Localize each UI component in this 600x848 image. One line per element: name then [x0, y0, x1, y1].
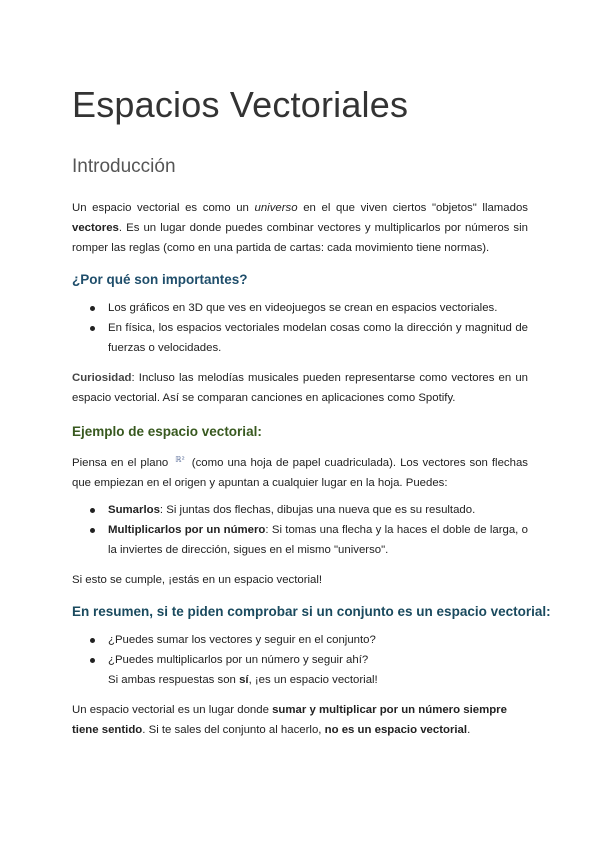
- intro-emphasis: universo: [254, 202, 298, 214]
- intro-paragraph: [72, 198, 528, 258]
- final-text-c: . Si te sales del conjunto al hacerlo,: [142, 724, 325, 736]
- resumen-answer-c: , ¡es un espacio vectorial!: [248, 674, 378, 686]
- section-heading-introduccion: Introducción: [72, 156, 176, 177]
- list-item-text: Los gráficos en 3D que ves en videojuegos se crean en espacios vectoriales.: [108, 302, 498, 314]
- resumen-answer-bold: sí: [239, 674, 249, 686]
- resumen-list: [72, 630, 528, 690]
- ejemplo-paragraph: [72, 450, 528, 493]
- list-item: [72, 500, 528, 520]
- list-item-text: En física, los espacios vectoriales modelan cosas como la dirección y magnitud de fuerzas o velocidades.: [108, 322, 528, 354]
- intro-text-3: . Es un lugar donde puedes combinar vectores y multiplicarlos por números sin romper las reglas (como en una partida de cartas: cada movimiento tiene normas).: [72, 222, 528, 254]
- curiosidad-text: : Incluso las melodías musicales pueden representarse como vectores en un espacio vectorial. Así se comparan canciones en aplicaciones como Spotify.: [72, 372, 528, 404]
- heading-resumen: En resumen, si te piden comprobar si un conjunto es un espacio vectorial:: [72, 604, 551, 619]
- final-text-a: Un espacio vectorial es un lugar donde: [72, 704, 273, 716]
- list-item-text: : Si tomas una flecha y la haces el doble de larga, o la inviertes de dirección, sigues en el mismo "universo".: [108, 524, 528, 556]
- list-item-bold: Multiplicarlos por un número: [108, 524, 266, 536]
- final-bold-1: sumar y multiplicar por un número siempre tiene sentido: [72, 704, 507, 736]
- intro-text-1: Un espacio vectorial es como un: [72, 202, 255, 214]
- page-title: Espacios Vectoriales: [72, 84, 409, 125]
- importantes-list: [72, 298, 528, 358]
- list-item-text: ¿Puedes sumar los vectores y seguir en el conjunto?: [108, 634, 376, 646]
- intro-bold: vectores: [72, 222, 119, 234]
- final-bold-2: no es un espacio vectorial: [324, 724, 468, 736]
- plane-symbol-icon: ℝ²: [175, 455, 185, 464]
- intro-text-2: en el que viven ciertos "objetos" llamados: [297, 202, 528, 214]
- list-item: [72, 630, 528, 650]
- ejemplo-text-a: Piensa en el plano: [72, 457, 173, 469]
- curiosidad-paragraph: [72, 368, 528, 408]
- list-item: [72, 298, 528, 318]
- list-item-text: : Si juntas dos flechas, dibujas una nueva que es su resultado.: [159, 504, 476, 516]
- list-item: [72, 650, 528, 690]
- list-item: [72, 520, 528, 560]
- bullet-icon: [90, 638, 95, 643]
- ejemplo-closing: Si esto se cumple, ¡estás en un espacio vectorial!: [72, 574, 323, 586]
- list-item-bold: Sumarlos: [108, 504, 160, 516]
- bullet-icon: [90, 658, 95, 663]
- list-item-text: ¿Puedes multiplicarlos por un número y seguir ahí?: [108, 654, 369, 666]
- heading-importantes: ¿Por qué son importantes?: [72, 272, 248, 287]
- resumen-answer-a: Si ambas respuestas son: [108, 674, 240, 686]
- ejemplo-list: [72, 500, 528, 560]
- ejemplo-text-b: (como una hoja de papel cuadriculada). Los vectores son flechas que empiezan en el origen y apuntan a cualquier lugar en la hoja. Puedes:: [72, 457, 528, 489]
- heading-ejemplo: Ejemplo de espacio vectorial:: [72, 424, 262, 439]
- list-item: [72, 318, 528, 358]
- bullet-icon: [90, 326, 95, 331]
- bullet-icon: [90, 528, 95, 533]
- final-paragraph: [72, 700, 528, 740]
- curiosidad-label: Curiosidad: [72, 372, 132, 384]
- bullet-icon: [90, 306, 95, 311]
- bullet-icon: [90, 508, 95, 513]
- final-text-e: .: [467, 724, 471, 736]
